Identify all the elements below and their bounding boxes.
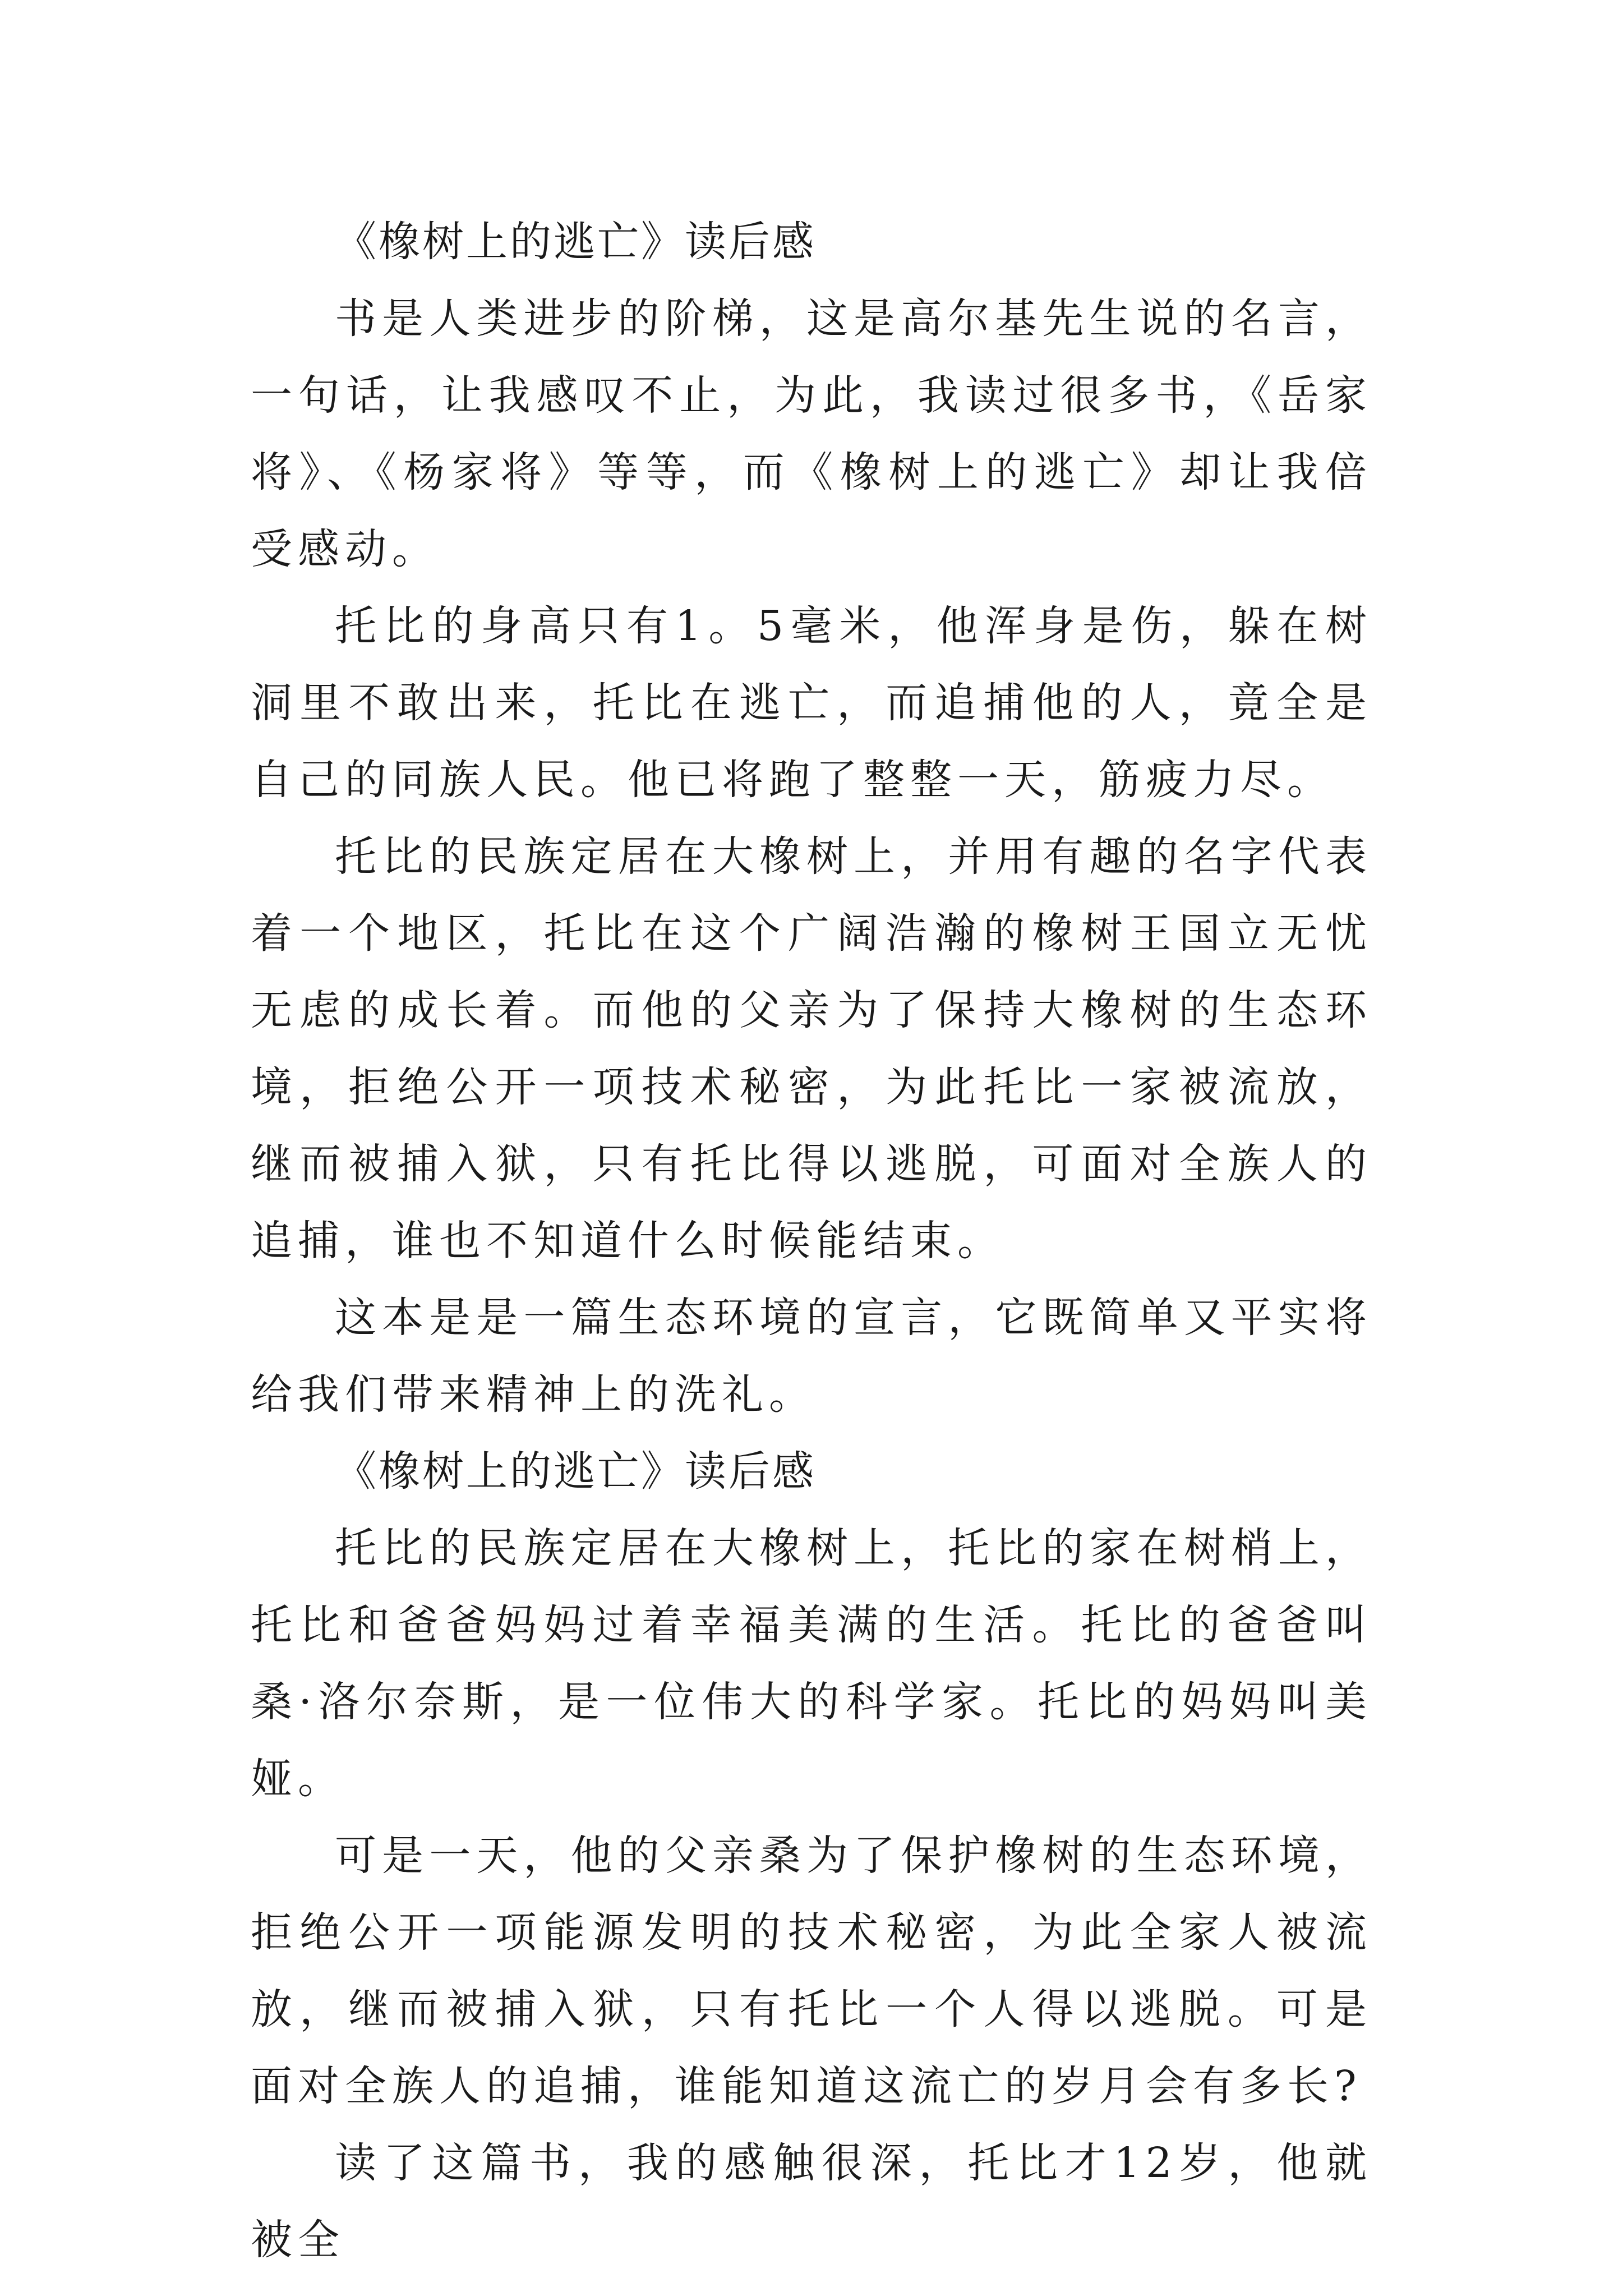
essay-title: 《橡树上的逃亡》读后感	[335, 1447, 816, 1496]
paragraph: 读了这篇书，我的感触很深，托比才12岁，他就被全	[251, 2139, 1372, 2264]
paragraph: 托比的民族定居在大橡树上，托比的家在树梢上，托比和爸爸妈妈过着幸福美满的生活。托比的爸爸叫桑·洛尔奈斯，是一位伟大的科学家。托比的妈妈叫美娅。	[251, 1524, 1372, 1803]
paragraph: 可是一天，他的父亲桑为了保护橡树的生态环境，拒绝公开一项能源发明的技术秘密，为此全家人被流放，继而被捕入狱，只有托比一个人得以逃脱。可是面对全族人的追捕，谁能知道这流亡的岁月会有多长?	[251, 1832, 1372, 2110]
paragraph: 托比的民族定居在大橡树上，并用有趣的名字代表着一个地区，托比在这个广阔浩瀚的橡树王国立无忧无虑的成长着。而他的父亲为了保持大橡树的生态环境，拒绝公开一项技术秘密，为此托比一家被流放，继而被捕入狱，只有托比得以逃脱，可面对全族人的追捕，谁也不知道什么时候能结束。	[251, 832, 1372, 1265]
document-body	[251, 204, 1372, 2279]
paragraph: 书是人类进步的阶梯，这是高尔基先生说的名言，一句话，让我感叹不止，为此，我读过很多书，《岳家将》、《杨家将》等等，而《橡树上的逃亡》却让我倍受感动。	[251, 295, 1372, 573]
essay-title: 《橡树上的逃亡》读后感	[335, 218, 816, 266]
paragraph: 托比的身高只有1。5毫米，他浑身是伤，躲在树洞里不敢出来，托比在逃亡，而追捕他的人，竟全是自己的同族人民。他已将跑了整整一天，筋疲力尽。	[251, 602, 1372, 804]
paragraph: 这本是是一篇生态环境的宣言，它既简单又平实将给我们带来精神上的洗礼。	[251, 1294, 1372, 1419]
